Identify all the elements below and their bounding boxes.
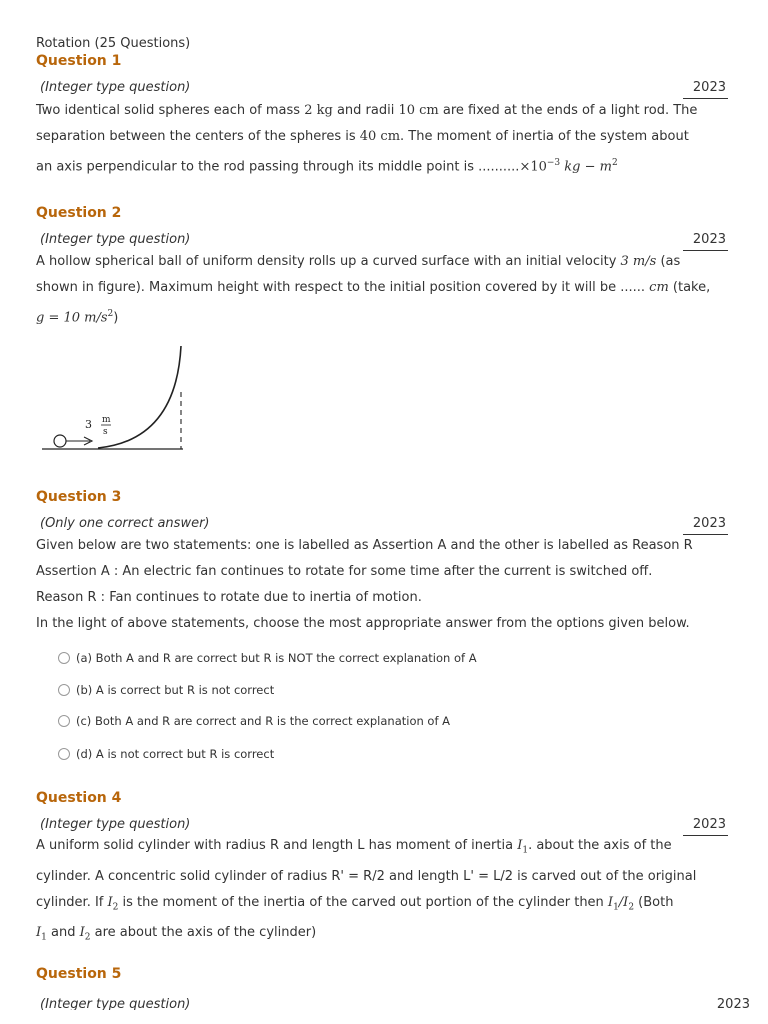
option-d[interactable] xyxy=(58,747,274,761)
question-4-text: A uniform solid cylinder with radius R and length L has moment of inertia $I_1$. about the axis of the cylinder. A concentric solid cylinder of radius R' = R/2 and length L' = L/2 is carved out of the original cylinder. If $I_2$ is the moment of the inertia of the carved out portion of the cylinder then $I_1/I_2$ (Both $I_1$ and $I_2$ are about the axis of the cylinder) xyxy=(36,838,697,943)
velocity-unit-denominator: s xyxy=(103,427,108,437)
option-c[interactable] xyxy=(58,714,450,728)
question-2-year: 2023 xyxy=(683,232,728,251)
question-5-cut-row xyxy=(36,990,756,1010)
question-1-text: Two identical solid spheres each of mass 2 kg and radii 10 cm are fixed at the ends of a light rod. The separation between the centers of the spheres is 40 cm. The moment of inertia of the system about an axis perpendicular to the rod passing through its middle point is $..........\times 10^{-3}$ kg − $m^2$ xyxy=(36,103,698,175)
option-a[interactable] xyxy=(58,651,477,665)
question-5-type: (Integer type question) xyxy=(40,997,191,1010)
option-b[interactable] xyxy=(58,683,274,697)
question-1-title: Question 1 xyxy=(36,53,122,69)
radio-option-d[interactable] xyxy=(58,748,70,760)
option-d-label: (d) A is not correct but R is correct xyxy=(76,747,275,761)
radio-option-c[interactable] xyxy=(58,715,70,727)
question-3-type: (Only one correct answer) xyxy=(40,516,210,531)
question-3-title: Question 3 xyxy=(36,489,122,505)
option-a-label: (a) Both A and R are correct but R is NOT the correct explanation of A xyxy=(76,651,477,665)
radio-option-a[interactable] xyxy=(58,652,70,664)
question-4-year: 2023 xyxy=(683,817,728,836)
question-2-title: Question 2 xyxy=(36,205,122,221)
question-2-figure xyxy=(40,340,190,455)
curved-surface xyxy=(98,346,181,448)
option-b-label: (b) A is correct but R is not correct xyxy=(76,683,275,697)
question-4-type: (Integer type question) xyxy=(40,817,191,832)
radio-option-b[interactable] xyxy=(58,684,70,696)
ball-icon xyxy=(54,435,66,447)
chapter-heading: Rotation (25 Questions) xyxy=(36,36,191,51)
velocity-label: 3 xyxy=(85,418,92,431)
question-2-text: A hollow spherical ball of uniform density rolls up a curved surface with an initial velocity 3 m/s (as shown in figure). Maximum height with respect to the initial position covered by it will be ...... cm (take, g = 10 $m/s^2$) xyxy=(36,254,711,326)
question-3-text: Given below are two statements: one is labelled as Assertion A and the other is labelled as Reason R Assertion A : An electric fan continues to rotate for some time after the current is switched off. Reason R : Fan continues to rotate due to inertia of motion. In the light of above statements, choose the most appropriate answer from the options given below. xyxy=(36,538,693,631)
question-1-type: (Integer type question) xyxy=(40,80,191,95)
question-1-year: 2023 xyxy=(683,80,728,99)
question-2-type: (Integer type question) xyxy=(40,232,191,247)
velocity-unit-numerator: m xyxy=(102,415,111,425)
question-5-year: 2023 xyxy=(716,997,750,1010)
question-4-title: Question 4 xyxy=(36,790,122,806)
question-3-year: 2023 xyxy=(683,516,728,535)
question-5-title: Question 5 xyxy=(36,966,122,982)
option-c-label: (c) Both A and R are correct and R is the correct explanation of A xyxy=(76,714,451,728)
